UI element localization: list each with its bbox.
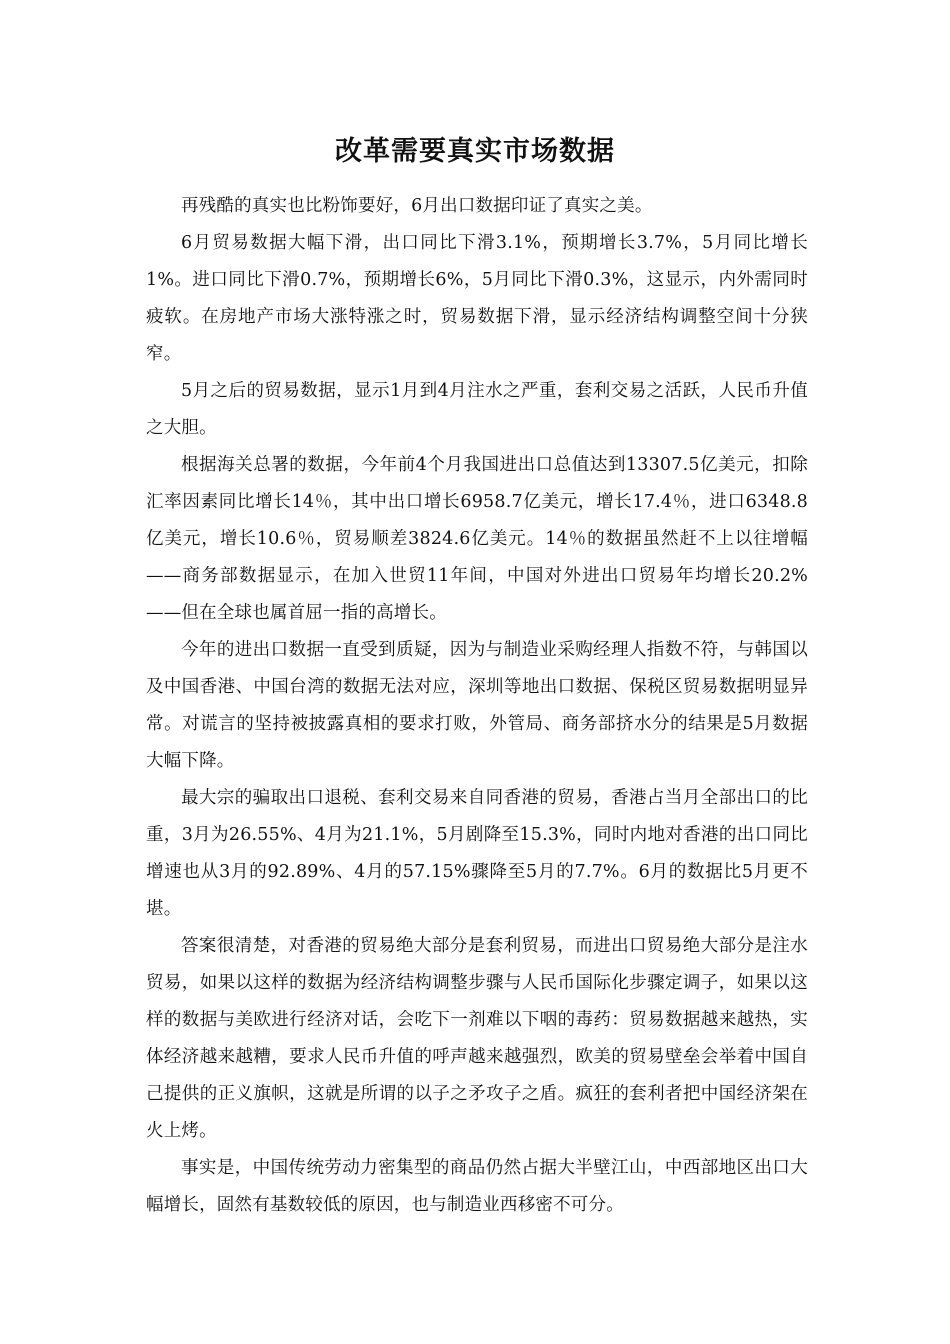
paragraph-5: 今年的进出口数据一直受到质疑，因为与制造业采购经理人指数不符，与韩国以及中国香港、中国台湾的数据无法对应，深圳等地出口数据、保税区贸易数据明显异常。对谎言的坚持被披露真相的要求打败，外管局、商务部挤水分的结果是5月数据大幅下降。 [146, 640, 808, 771]
document-title: 改革需要真实市场数据 [335, 136, 615, 167]
paragraph-3: 5月之后的贸易数据，显示1月到4月注水之严重，套利交易之活跃，人民币升值之大胆。 [146, 381, 808, 438]
paragraph-1: 再残酷的真实也比粉饰要好，6月出口数据印证了真实之美。 [181, 196, 653, 216]
paragraph-7: 答案很清楚，对香港的贸易绝大部分是套利贸易，而进出口贸易绝大部分是注水贸易，如果以这样的数据为经济结构调整步骤与人民币国际化步骤定调子，如果以这样的数据与美欧进行经济对话，会吃下一剂难以下咽的毒药：贸易数据越来越热，实体经济越来越糟，要求人民币升值的呼声越来越强烈，欧美的贸易壁垒会举着中国自己提供的正义旗帜，这就是所谓的以子之矛攻子之盾。疯狂的套利者把中国经济架在火上烤。 [146, 936, 808, 1141]
document-body [146, 188, 808, 1224]
paragraph-2: 6月贸易数据大幅下滑，出口同比下滑3.1%，预期增长3.7%，5月同比增长1%。进口同比下滑0.7%，预期增长6%，5月同比下滑0.3%，这显示，内外需同时疲软。在房地产市场大涨特涨之时，贸易数据下滑，显示经济结构调整空间十分狭窄。 [146, 233, 808, 364]
paragraph-8: 事实是，中国传统劳动力密集型的商品仍然占据大半壁江山，中西部地区出口大幅增长，固然有基数较低的原因，也与制造业西移密不可分。 [146, 1158, 808, 1215]
paragraph-6: 最大宗的骗取出口退税、套利交易来自同香港的贸易，香港占当月全部出口的比重，3月为26.55%、4月为21.1%，5月剧降至15.3%，同时内地对香港的出口同比增速也从3月的92.89%、4月的57.15%骤降至5月的7.7%。6月的数据比5月更不堪。 [146, 788, 808, 919]
paragraph-4: 根据海关总署的数据，今年前4个月我国进出口总值达到13307.5亿美元，扣除汇率因素同比增长14％，其中出口增长6958.7亿美元，增长17.4％，进口6348.8亿美元，增长10.6％，贸易顺差3824.6亿美元。14％的数据虽然赶不上以往增幅——商务部数据显示，在加入世贸11年间，中国对外进出口贸易年均增长20.2%——但在全球也属首屈一指的高增长。 [146, 455, 808, 623]
